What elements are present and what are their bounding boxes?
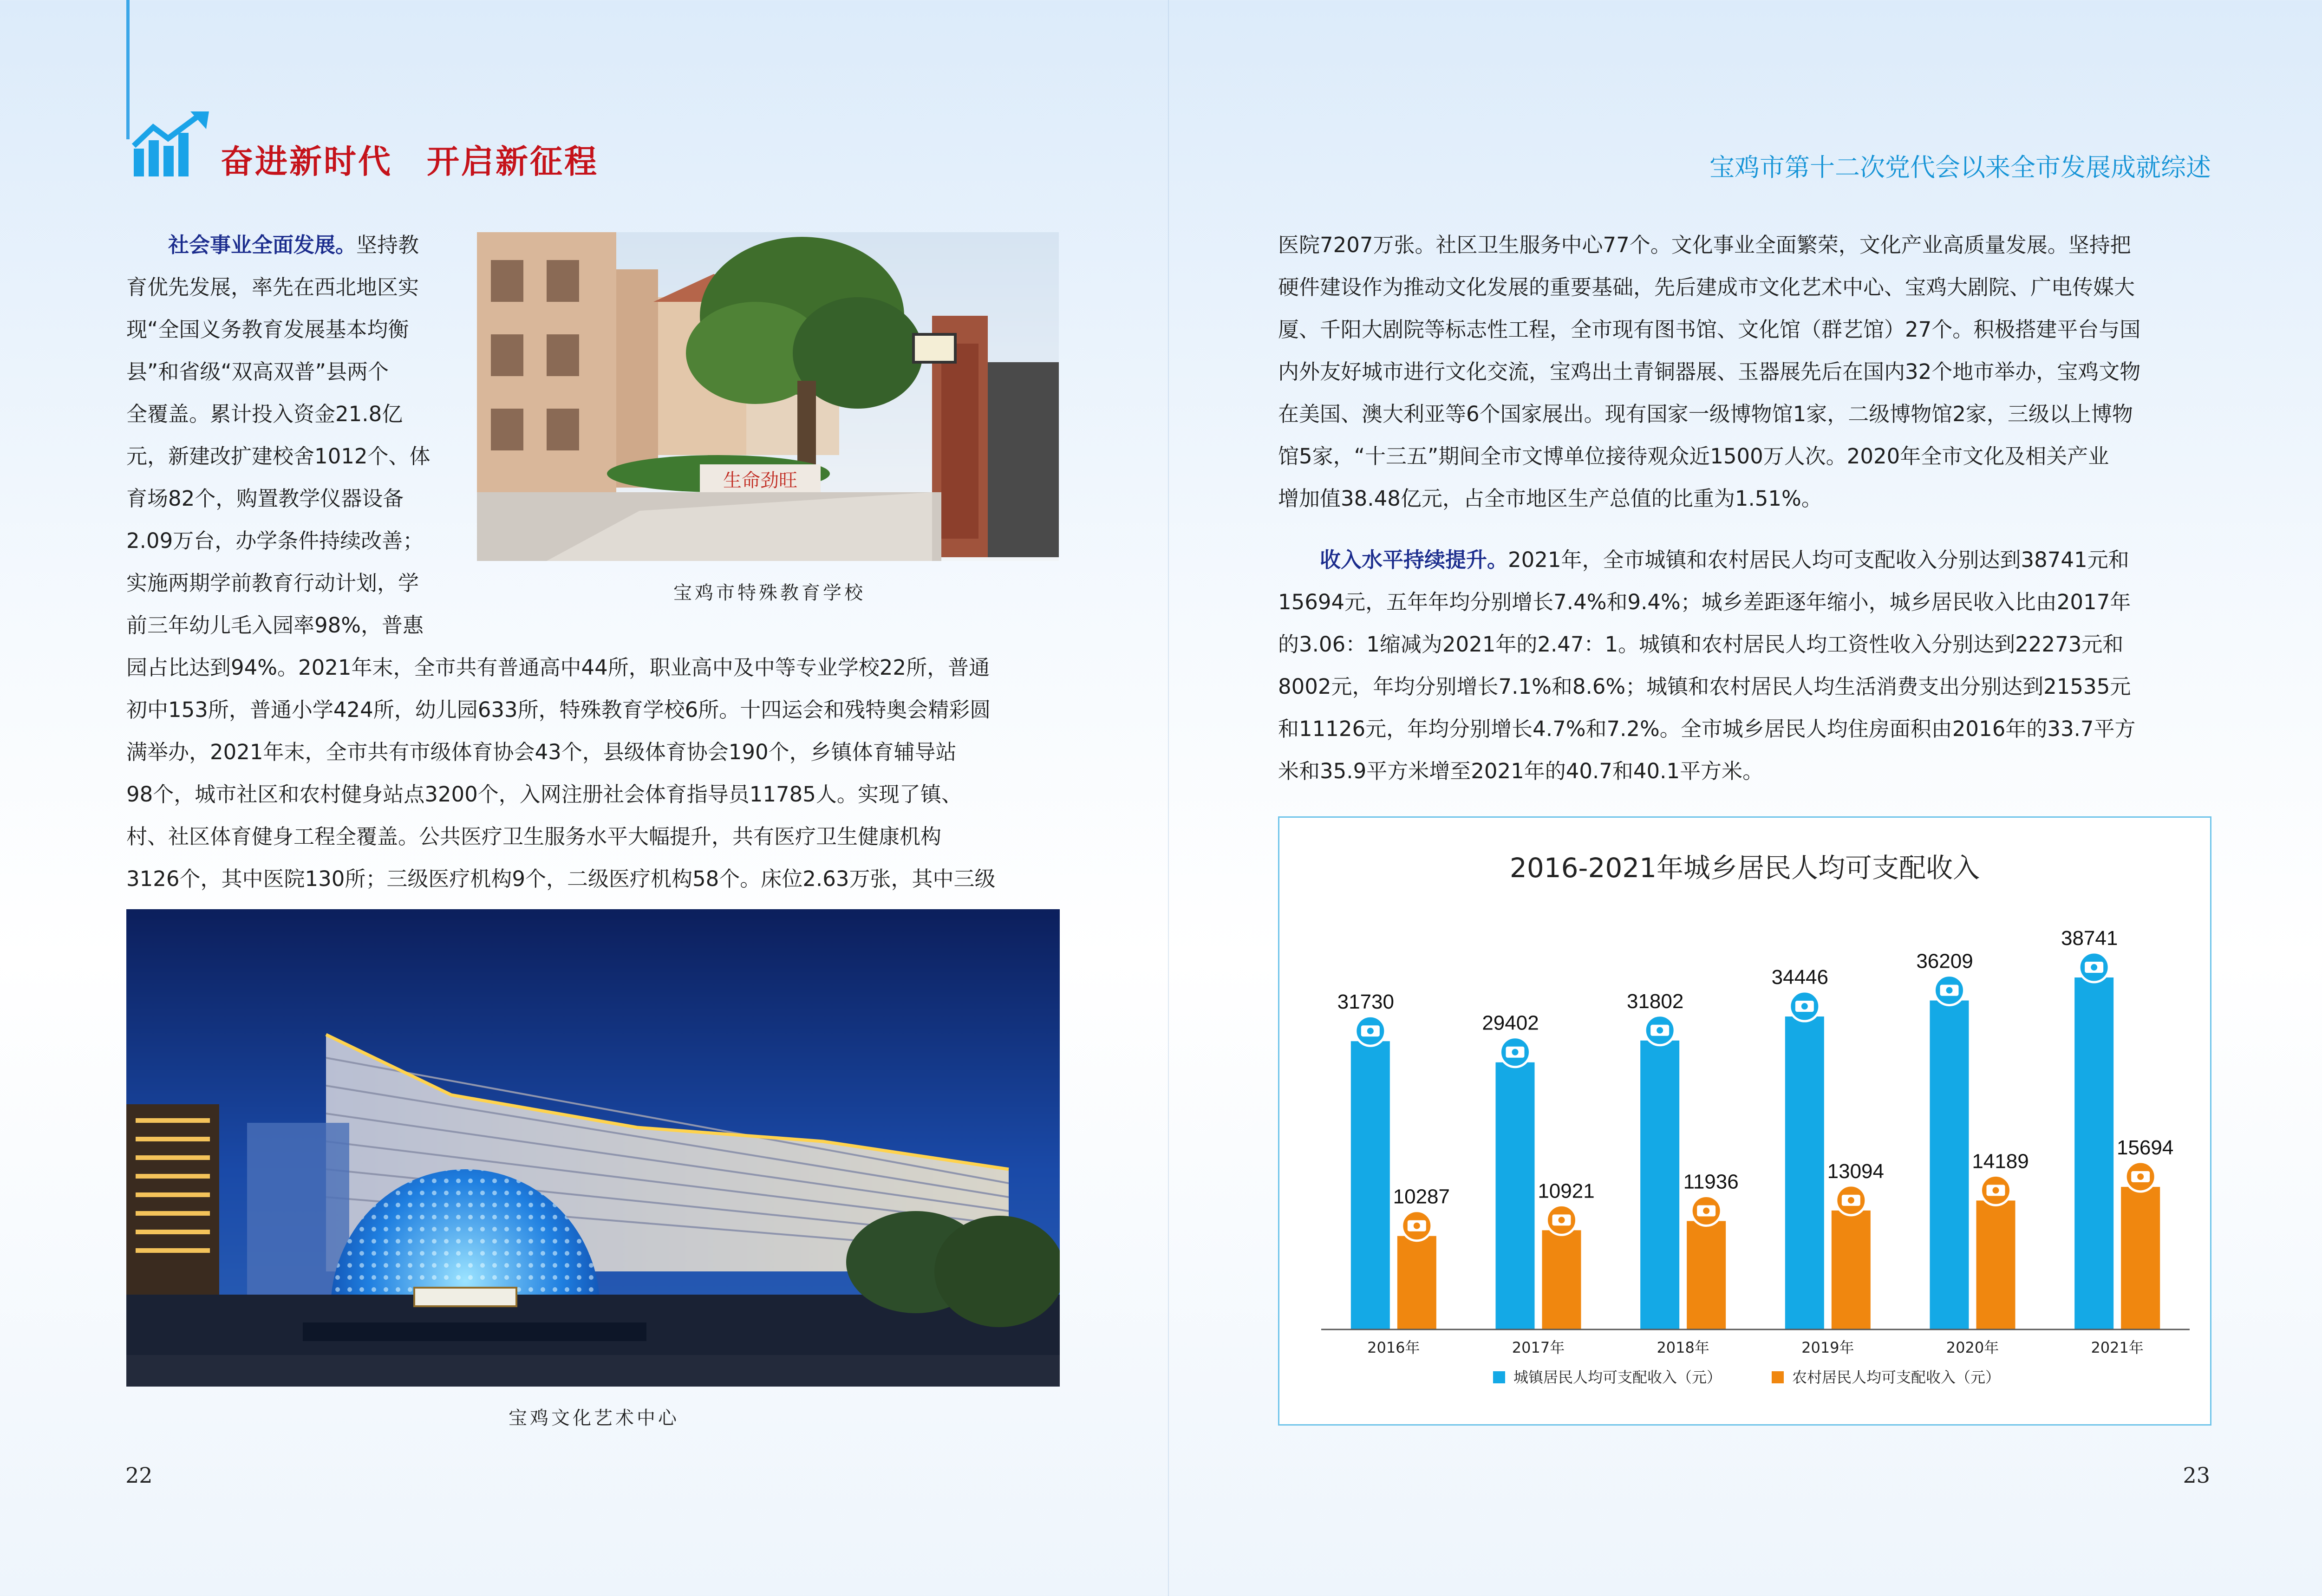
money-badge-icon — [1645, 1016, 1675, 1045]
urban-income-bar — [1351, 1041, 1390, 1329]
bar-value-label: 31802 — [1626, 990, 1684, 1013]
text-line: 的3.06：1缩减为2021年的2.47：1。城镇和农村居民人均工资性收入分别达到22273元和 — [1278, 632, 2124, 657]
legend-swatch — [1493, 1371, 1505, 1383]
text-line: 8002元，年均分别增长7.1%和8.6%；城镇和农村居民人均生活消费支出分别达到21535元 — [1278, 674, 2131, 699]
bar-value-label: 11936 — [1683, 1170, 1739, 1193]
x-tick-label: 2021年 — [2091, 1339, 2144, 1356]
school-sign-text: 生命劲旺 — [723, 470, 797, 491]
money-badge-icon — [1402, 1211, 1432, 1241]
school-photo-caption: 宝鸡市特殊教育学校 — [673, 582, 866, 604]
text-line: 育场82个，购置教学仪器设备 — [126, 486, 404, 511]
x-tick-label: 2019年 — [1801, 1339, 1854, 1356]
income-chart-frame — [1278, 816, 2211, 1426]
text-line: 元，新建改扩建校舍1012个、体 — [126, 444, 430, 469]
header-left-title: 奋进新时代 开启新征程 — [221, 142, 599, 181]
money-badge-icon — [2079, 952, 2109, 982]
legend-label: 城镇居民人均可支配收入（元） — [1513, 1368, 1722, 1386]
bar-value-label: 10921 — [1538, 1179, 1595, 1203]
text-line: 98个，城市社区和农村健身站点3200个，入网注册社会体育指导员11785人。实现了镇、 — [126, 782, 962, 807]
urban-income-bar — [1785, 1016, 1824, 1329]
header-right-title: 宝鸡市第十二次党代会以来全市发展成就综述 — [1709, 153, 2211, 182]
text-line: 15694元，五年年均分别增长7.4%和9.4%；城乡差距逐年缩小，城乡居民收入比由2017年 — [1278, 590, 2131, 614]
section-lead-income: 收入水平持续提升。 — [1320, 547, 1508, 572]
bar-value-label: 15694 — [2116, 1136, 2174, 1159]
text-line: 收入水平持续提升。2021年，全市城镇和农村居民人均可支配收入分别达到38741元和 — [1320, 547, 2129, 572]
x-tick-label: 2016年 — [1367, 1339, 1420, 1356]
culture-center-photo — [126, 909, 1060, 1387]
chart-title: 2016-2021年城乡居民人均可支配收入 — [1509, 852, 1980, 884]
page-gutter — [1168, 0, 1169, 1596]
rural-income-bar — [1542, 1230, 1581, 1329]
text-line: 现“全国义务教育发展基本均衡 — [126, 317, 409, 342]
urban-income-bar — [1640, 1041, 1679, 1329]
urban-income-bar — [2074, 977, 2113, 1329]
money-badge-icon — [1691, 1196, 1721, 1225]
money-badge-icon — [1356, 1016, 1385, 1046]
text-line: 园占比达到94%。2021年末，全市共有普通高中44所，职业高中及中等专业学校22所，普通 — [126, 655, 990, 680]
rural-income-bar — [1976, 1200, 2015, 1329]
section-lead-social: 社会事业全面发展。 — [168, 233, 357, 257]
text-line: 馆5家，“十三五”期间全市文博单位接待观众近1500万人次。2020年全市文化及相关产业 — [1278, 444, 2109, 469]
left-narrow-column — [126, 224, 461, 646]
x-tick-label: 2017年 — [1512, 1339, 1565, 1356]
page-number-right: 23 — [2183, 1463, 2210, 1488]
money-badge-icon — [2126, 1162, 2155, 1192]
bar-value-label: 10287 — [1393, 1185, 1450, 1208]
text-line: 厦、千阳大剧院等标志性工程，全市现有图书馆、文化馆（群艺馆）27个。积极搭建平台与国 — [1278, 317, 2141, 342]
text-line: 前三年幼儿毛入园率98%，普惠 — [126, 613, 424, 638]
money-badge-icon — [1935, 976, 1964, 1005]
right-para2 — [1278, 539, 2216, 792]
bar-value-label: 13094 — [1827, 1160, 1885, 1183]
left-wide-column — [126, 646, 1064, 900]
text-line: 和11126元，年均分别增长4.7%和7.2%。全市城乡居民人均住房面积由2016年的33.7平方 — [1278, 717, 2136, 741]
text-line: 内外友好城市进行文化交流，宝鸡出土青铜器展、玉器展先后在国内32个地市举办，宝鸡文物 — [1278, 359, 2141, 384]
rural-income-bar — [2121, 1187, 2160, 1329]
rural-income-bar — [1397, 1236, 1436, 1329]
right-para1 — [1278, 224, 2216, 520]
urban-income-bar — [1496, 1062, 1535, 1329]
rural-income-bar — [1687, 1221, 1726, 1329]
bar-value-label: 34446 — [1771, 966, 1829, 989]
urban-income-bar — [1930, 1001, 1969, 1329]
text-line: 全覆盖。累计投入资金21.8亿 — [126, 402, 403, 426]
page-number-left: 22 — [125, 1463, 153, 1488]
rural-income-bar — [1832, 1211, 1871, 1329]
x-tick-label: 2020年 — [1946, 1339, 1999, 1356]
text-line: 增加值38.48亿元，占全市地区生产总值的比重为1.51%。 — [1278, 486, 1822, 511]
legend-label: 农村居民人均可支配收入（元） — [1792, 1368, 2001, 1386]
text-line: 2.09万台，办学条件持续改善； — [126, 528, 424, 553]
text-line: 硬件建设作为推动文化发展的重要基础，先后建成市文化艺术中心、宝鸡大剧院、广电传媒大 — [1278, 275, 2135, 300]
culture-center-caption: 宝鸡文化艺术中心 — [509, 1407, 679, 1429]
money-badge-icon — [1547, 1205, 1577, 1235]
bar-value-label: 29402 — [1482, 1011, 1539, 1035]
money-badge-icon — [1790, 991, 1820, 1021]
growth-chart-logo-icon — [131, 111, 212, 181]
text-line: 在美国、澳大利亚等6个国家展出。现有国家一级博物馆1家，二级博物馆2家，三级以上博物 — [1278, 402, 2133, 426]
bar-value-label: 36209 — [1916, 950, 1973, 973]
text-line: 医院7207万张。社区卫生服务中心77个。文化事业全面繁荣，文化产业高质量发展。坚持把 — [1278, 233, 2131, 257]
text-line: 米和35.9平方米增至2021年的40.7和40.1平方米。 — [1278, 759, 1764, 783]
text-line: 社会事业全面发展。坚持教 — [168, 233, 419, 257]
school-photo — [477, 232, 1059, 561]
legend-swatch — [1772, 1371, 1784, 1383]
text-line: 初中153所，普通小学424所，幼儿园633所，特殊教育学校6所。十四运会和残特奥会精彩圆 — [126, 697, 991, 722]
header-accent-line — [126, 0, 130, 139]
text-line: 满举办，2021年末，全市共有市级体育协会43个，县级体育协会190个，乡镇体育辅导站 — [126, 740, 957, 764]
bar-value-label: 31730 — [1337, 990, 1395, 1014]
text-line: 县”和省级“双高双普”县两个 — [126, 359, 389, 384]
x-tick-label: 2018年 — [1657, 1339, 1709, 1356]
text-line: 3126个，其中医院130所；三级医疗机构9个，二级医疗机构58个。床位2.63万张，其中三级 — [126, 866, 996, 891]
money-badge-icon — [1836, 1186, 1866, 1215]
money-badge-icon — [1500, 1037, 1530, 1067]
text-line: 育优先发展，率先在西北地区实 — [126, 275, 419, 300]
text-line: 村、社区体育健身工程全覆盖。公共医疗卫生服务水平大幅提升，共有医疗卫生健康机构 — [126, 824, 942, 849]
bar-value-label: 14189 — [1972, 1150, 2029, 1173]
money-badge-icon — [1981, 1175, 2011, 1205]
bar-value-label: 38741 — [2061, 927, 2118, 950]
income-bar-chart — [1279, 818, 2210, 1424]
text-line: 实施两期学前教育行动计划，学 — [126, 571, 419, 595]
